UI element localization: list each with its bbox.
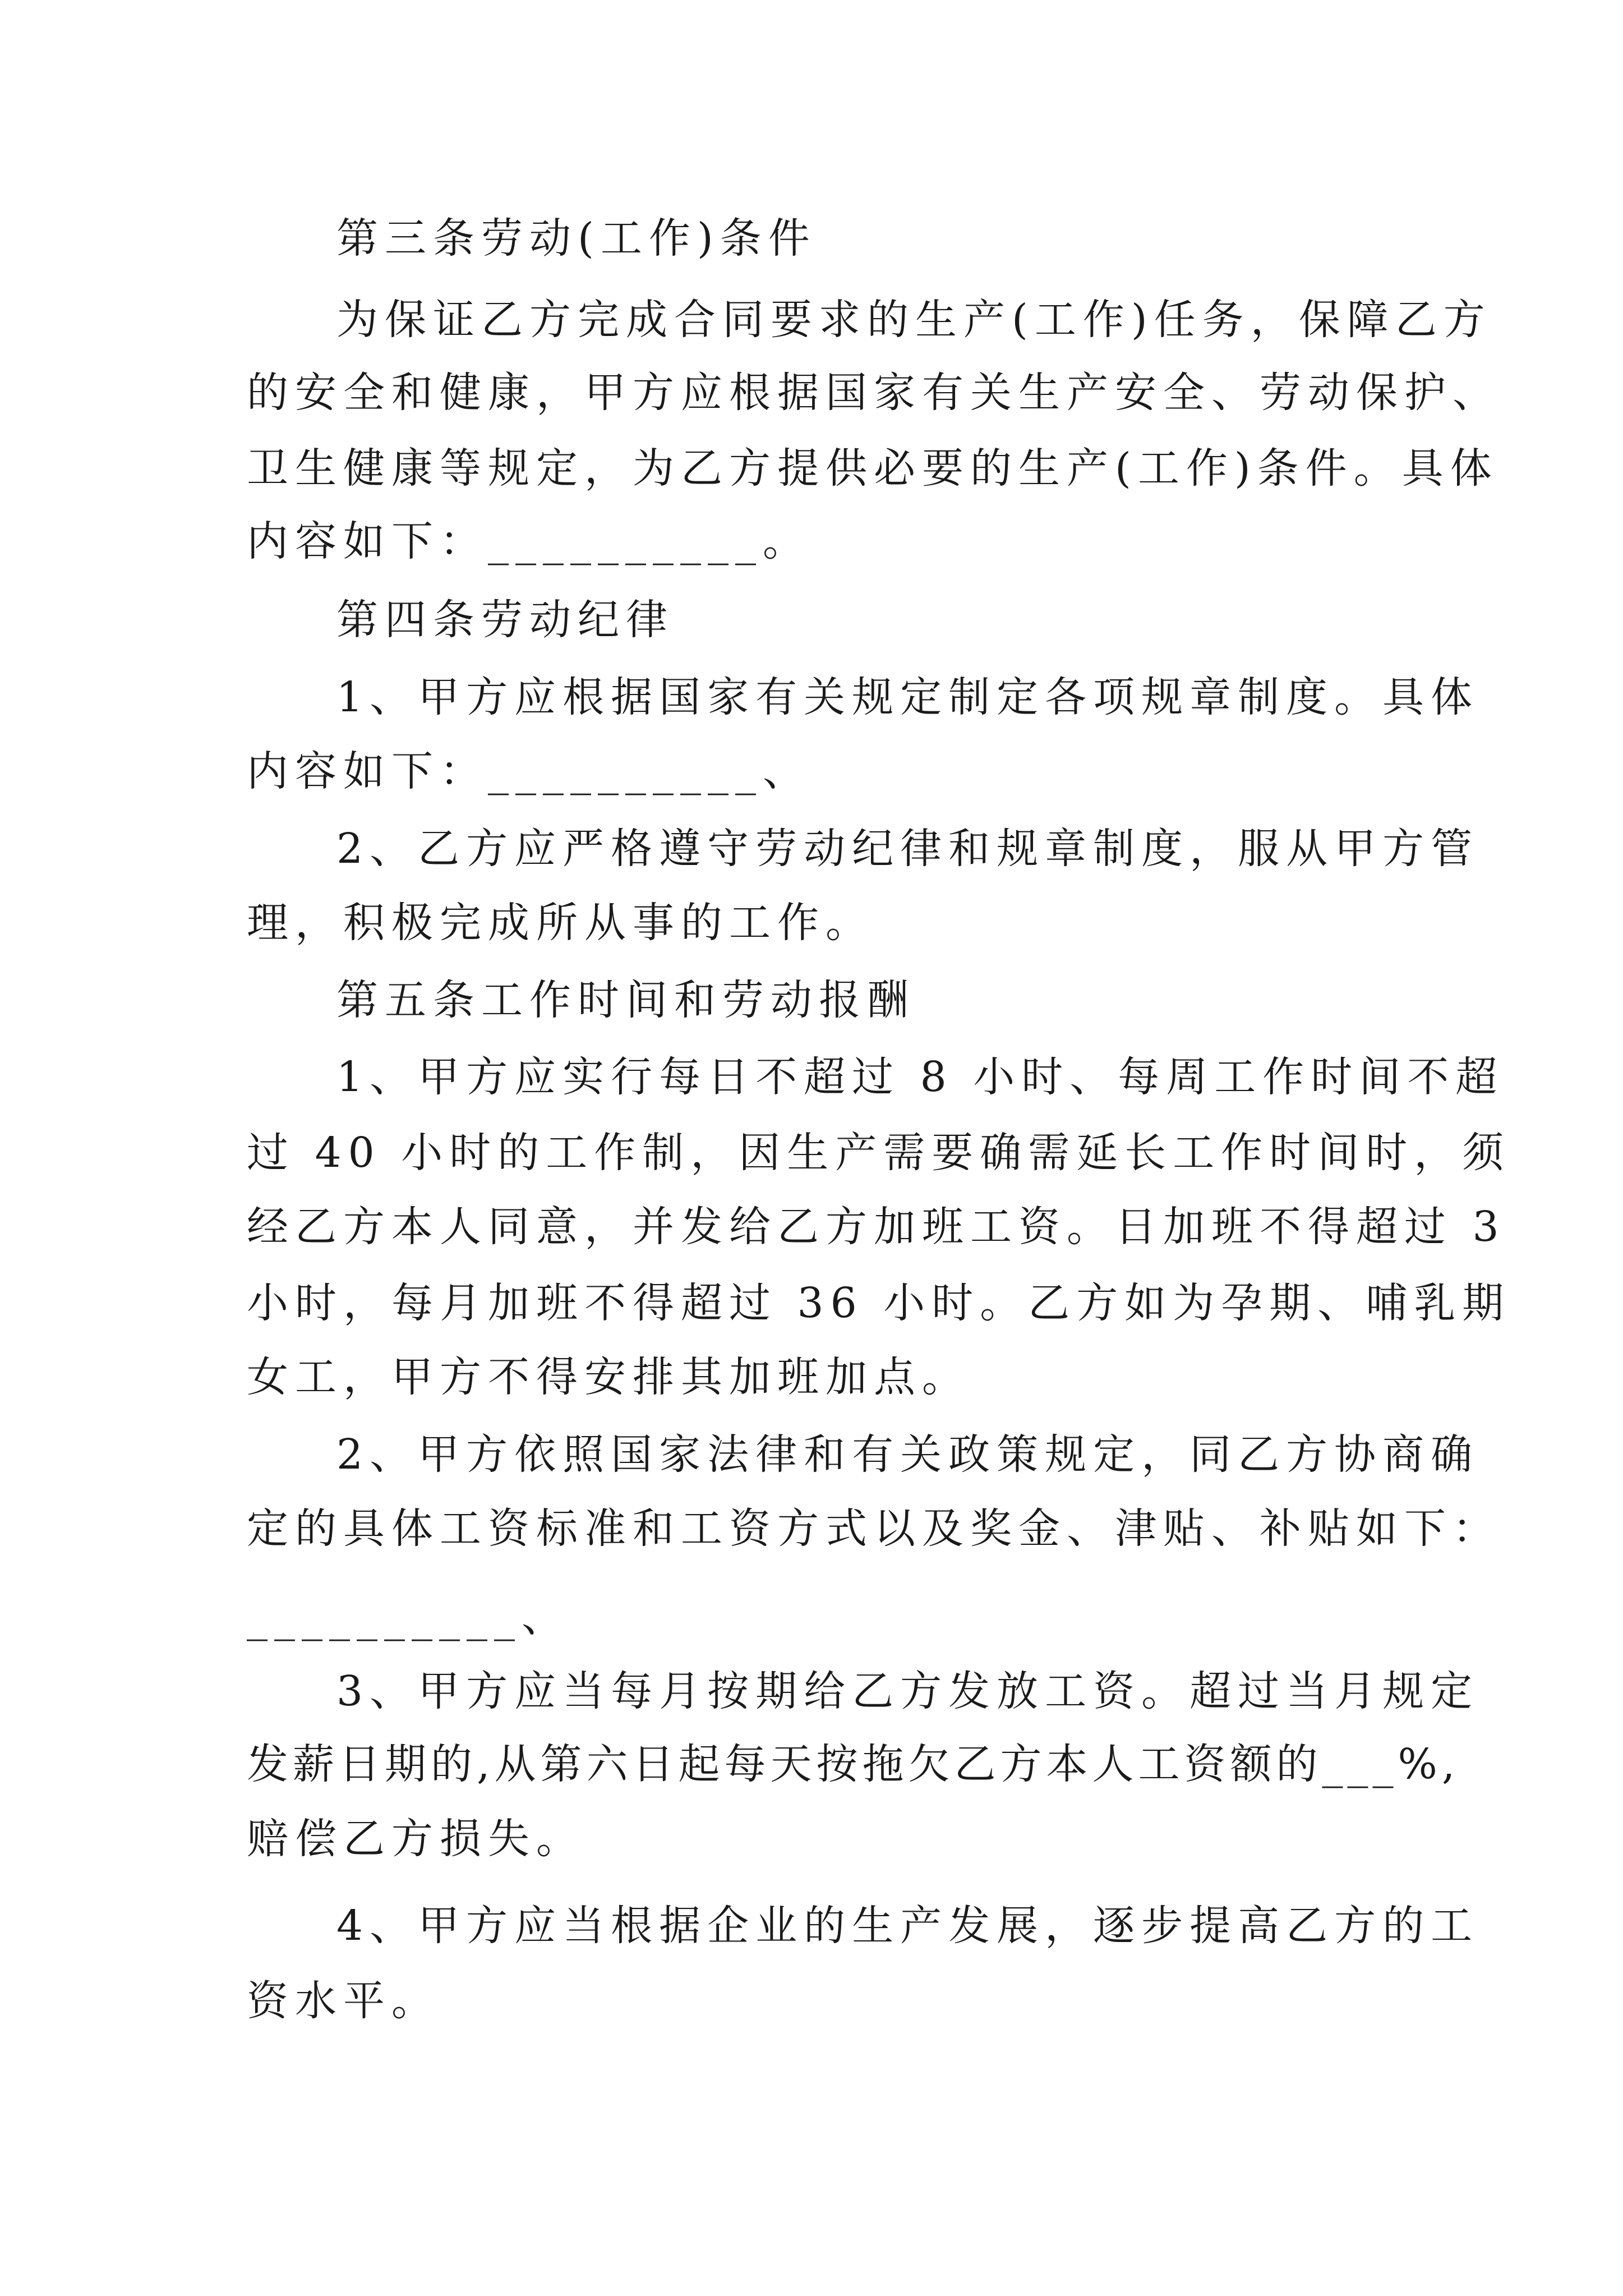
article-5-heading: 第五条工作时间和劳动报酬 — [336, 976, 915, 1024]
paragraph-line: 过 40 小时的工作制，因生产需要确需延长工作时间时，须 — [247, 1129, 1511, 1177]
paragraph-line: 1、甲方应根据国家有关规定制定各项规章制度。具体 — [336, 673, 1479, 721]
paragraph-line: 定的具体工资标准和工资方式以及奖金、津贴、补贴如下： — [247, 1504, 1501, 1553]
paragraph-line: 赔偿乙方损失。 — [247, 1815, 584, 1863]
paragraph-line: 2、乙方应严格遵守劳动纪律和规章制度，服从甲方管 — [336, 825, 1479, 873]
paragraph-line: 发薪日期的,从第六日起每天按拖欠乙方本人工资额的___%, — [247, 1740, 1460, 1788]
paragraph-line: 女工，甲方不得安排其加班加点。 — [247, 1353, 970, 1401]
article-3-heading: 第三条劳动(工作)条件 — [336, 214, 817, 263]
article-4-heading: 第四条劳动纪律 — [336, 596, 674, 644]
paragraph-line: 3、甲方应当每月按期给乙方发放工资。超过当月规定 — [336, 1667, 1479, 1715]
paragraph-line: 4、甲方应当根据企业的生产发展，逐步提高乙方的工 — [336, 1902, 1479, 1950]
paragraph-line: 卫生健康等规定，为乙方提供必要的生产(工作)条件。具体 — [247, 444, 1498, 493]
paragraph-line: 内容如下：__________、 — [247, 747, 811, 795]
paragraph-line: __________、 — [247, 1593, 570, 1641]
paragraph-line: 2、甲方依照国家法律和有关政策规定，同乙方协商确 — [336, 1430, 1479, 1479]
paragraph-line: 为保证乙方完成合同要求的生产(工作)任务，保障乙方 — [336, 296, 1492, 344]
paragraph-line: 1、甲方应实行每日不超过 8 小时、每周工作时间不超 — [336, 1053, 1504, 1101]
paragraph-line: 内容如下：__________。 — [247, 517, 811, 565]
paragraph-line: 理，积极完成所从事的工作。 — [247, 899, 874, 947]
paragraph-line: 小时，每月加班不得超过 36 小时。乙方如为孕期、哺乳期 — [247, 1279, 1511, 1327]
paragraph-line: 的安全和健康，甲方应根据国家有关生产安全、劳动保护、 — [247, 369, 1501, 417]
paragraph-line: 经乙方本人同意，并发给乙方加班工资。日加班不得超过 3 — [247, 1203, 1506, 1251]
paragraph-line: 资水平。 — [247, 1977, 440, 2025]
